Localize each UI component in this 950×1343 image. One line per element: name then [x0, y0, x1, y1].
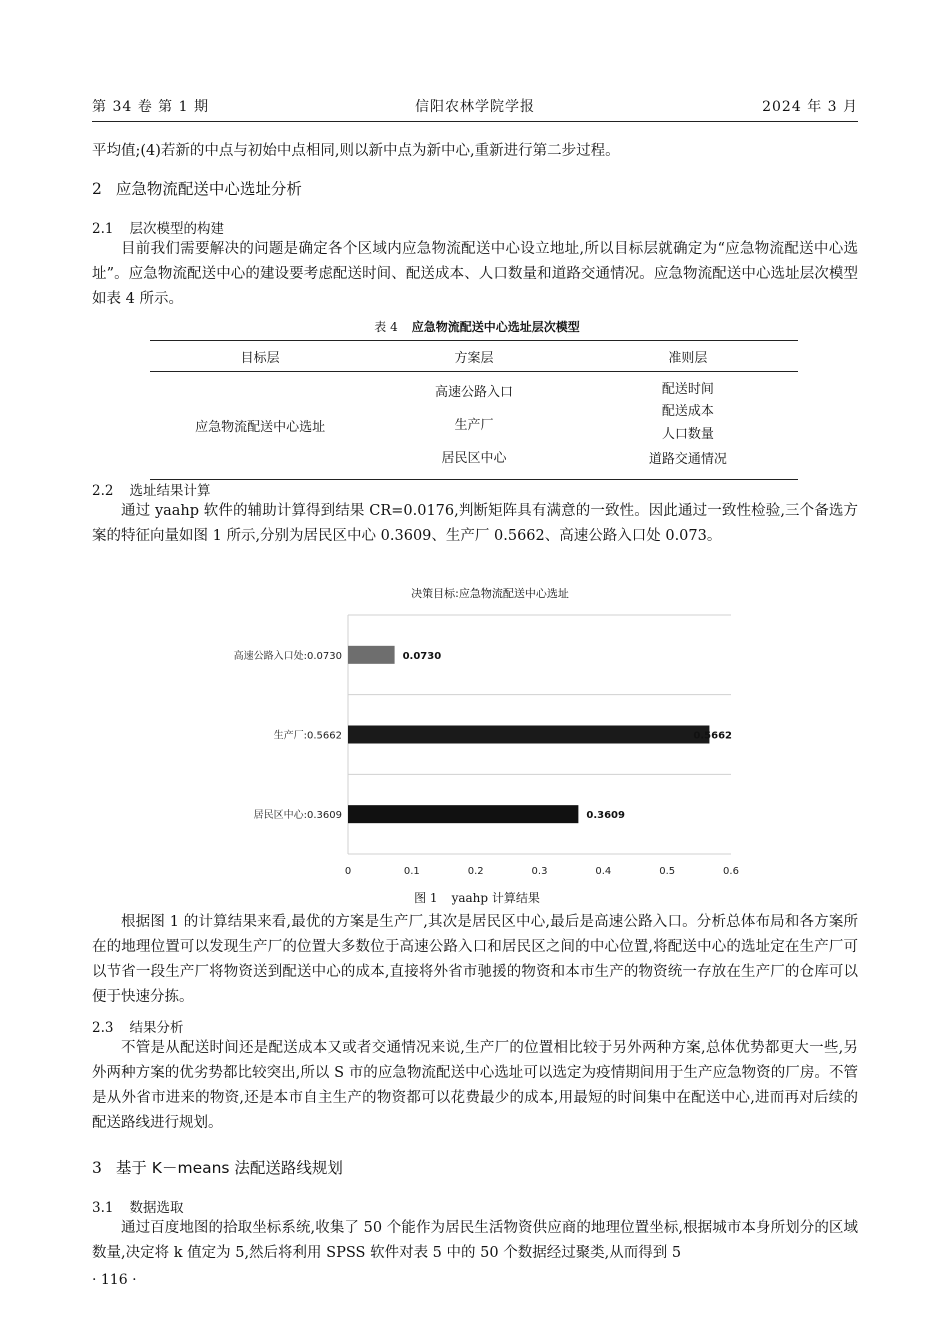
table-row — [150, 372, 798, 480]
section-3-heading — [92, 1156, 343, 1178]
issue-date: 2024 年 3 月 — [762, 99, 858, 115]
table-header-row — [150, 341, 798, 372]
section-title: 应急物流配送中心选址分析 — [115, 180, 302, 198]
subsection-title: 层次模型的构建 — [129, 221, 224, 237]
col-alternative: 方案层 — [370, 341, 577, 372]
col-criteria: 准则层 — [578, 341, 798, 372]
x-tick-label: 0.1 — [403, 866, 420, 877]
table-title: 应急物流配送中心选址层次模型 — [411, 320, 580, 334]
x-tick-label: 0.2 — [467, 866, 484, 877]
paragraph-2-1: 目前我们需要解决的问题是确定各个区域内应急物流配送中心设立地址,所以目标层就确定为“应急物流配送中心选址”。应急物流配送中心的建设要考虑配送时间、配送成本、人口数量和道路交通情况。应急物流配送中心选址层次模型如表 4 所示。 — [92, 241, 858, 307]
x-tick-label: 0.4 — [595, 866, 612, 877]
data-label: 0.0730 — [402, 650, 442, 662]
chart-title: 决策目标:应急物流配送中心选址 — [411, 587, 569, 600]
x-tick-label: 0 — [344, 866, 352, 877]
criterion-item: 道路交通情况 — [648, 452, 727, 467]
category-label: 生产厂:0.5662 — [273, 730, 342, 742]
header-rule — [92, 121, 858, 122]
subsection-title: 数据选取 — [129, 1200, 184, 1216]
bar — [348, 805, 578, 823]
section-title: 基于 K－means 法配送路线规划 — [115, 1159, 343, 1177]
subsection-number: 3.1 — [92, 1200, 114, 1216]
x-tick-label: 0.3 — [531, 866, 548, 877]
journal-volume: 第 34 卷 第 1 期 — [92, 99, 209, 115]
figure-title: yaahp 计算结果 — [451, 891, 540, 905]
col-goal: 目标层 — [150, 341, 370, 372]
section-number: 3 — [92, 1159, 102, 1177]
subsection-2-3-heading — [92, 1016, 183, 1036]
category-label: 居民区中心:0.3609 — [253, 810, 342, 822]
x-tick-label: 0.5 — [659, 866, 676, 877]
subsection-number: 2.2 — [92, 483, 114, 499]
subsection-title: 结果分析 — [129, 1020, 184, 1036]
page-number: · 116 · — [92, 1272, 137, 1288]
goal-cell: 应急物流配送中心选址 — [150, 372, 370, 480]
data-label: 0.3609 — [586, 810, 625, 822]
subsection-title: 选址结果计算 — [129, 483, 211, 499]
running-header — [92, 96, 858, 118]
intro-continuation: 平均值;(4)若新的中点与初始中点相同,则以新中点为新中心,重新进行第二步过程。 — [92, 143, 620, 159]
bar — [348, 646, 395, 664]
paragraph-2-3: 不管是从配送时间还是配送成本又或者交通情况来说,生产厂的位置相比较于另外两种方案,总体优势都更大一些,另外两种方案的优劣势都比较突出,所以 S 市的应急物流配送中心选址可以选定为疫情期间用于生产应急物资的厂房。不管是从外省市进来的物资,还是本市自主生产的物资都可以花费最少的成本,用最短的时间集中在配送中心,进而再对后续的配送路线进行规划。 — [92, 1040, 858, 1131]
section-number: 2 — [92, 180, 102, 198]
section-2-heading — [92, 177, 302, 199]
criterion-item: 配送时间 — [661, 382, 714, 397]
alternative-item: 生产厂 — [454, 418, 494, 433]
hierarchy-model-table — [150, 340, 798, 480]
bar — [348, 726, 709, 744]
x-tick-label: 0.6 — [723, 866, 739, 877]
bar-chart — [150, 600, 800, 890]
subsection-number: 2.1 — [92, 221, 114, 237]
criterion-item: 配送成本 — [661, 404, 714, 419]
criterion-item: 人口数量 — [661, 427, 714, 442]
figure-1-caption — [150, 889, 798, 906]
subsection-number: 2.3 — [92, 1020, 114, 1036]
criteria-cell — [578, 372, 798, 480]
alternative-item: 居民区中心 — [441, 451, 507, 466]
subsection-3-1-heading — [92, 1196, 183, 1216]
alternatives-cell — [370, 372, 577, 480]
table-label: 表 4 — [374, 320, 398, 334]
table-4-caption — [150, 318, 798, 335]
alternative-item: 高速公路入口 — [434, 385, 513, 400]
data-label: 0.5662 — [693, 730, 733, 742]
paragraph-3-1: 通过百度地图的拾取坐标系统,收集了 50 个能作为居民生活物资供应商的地理位置坐标,根据城市本身所划分的区域数量,决定将 k 值定为 5,然后将利用 SPSS 软件对表 5 中的 50 个数据经过聚类,从而得到 5 — [92, 1220, 858, 1261]
figure-label: 图 1 — [414, 891, 438, 905]
subsection-2-1-heading — [92, 217, 224, 237]
paragraph-2-2: 通过 yaahp 软件的辅助计算得到结果 CR=0.0176,判断矩阵具有满意的一致性。因此通过一致性检验,三个备选方案的特征向量如图 1 所示,分别为居民区中心 0.3609、生产厂 0.5662、高速公路入口处 0.073。 — [92, 503, 858, 544]
paragraph-analysis: 根据图 1 的计算结果来看,最优的方案是生产厂,其次是居民区中心,最后是高速公路入口。分析总体布局和各方案所在的地理位置可以发现生产厂的位置大多数位于高速公路入口和居民区之间的中心位置,将配送中心的选址定在生产厂可以节省一段生产厂将物资送到配送中心的成本,直接将外省市驰援的物资和本市生产的物资统一存放在生产厂的仓库可以便于快速分拣。 — [92, 914, 858, 1005]
journal-title: 信阳农林学院学报 — [415, 99, 535, 115]
category-label: 高速公路入口处:0.0730 — [233, 650, 342, 662]
subsection-2-2-heading — [92, 479, 210, 499]
